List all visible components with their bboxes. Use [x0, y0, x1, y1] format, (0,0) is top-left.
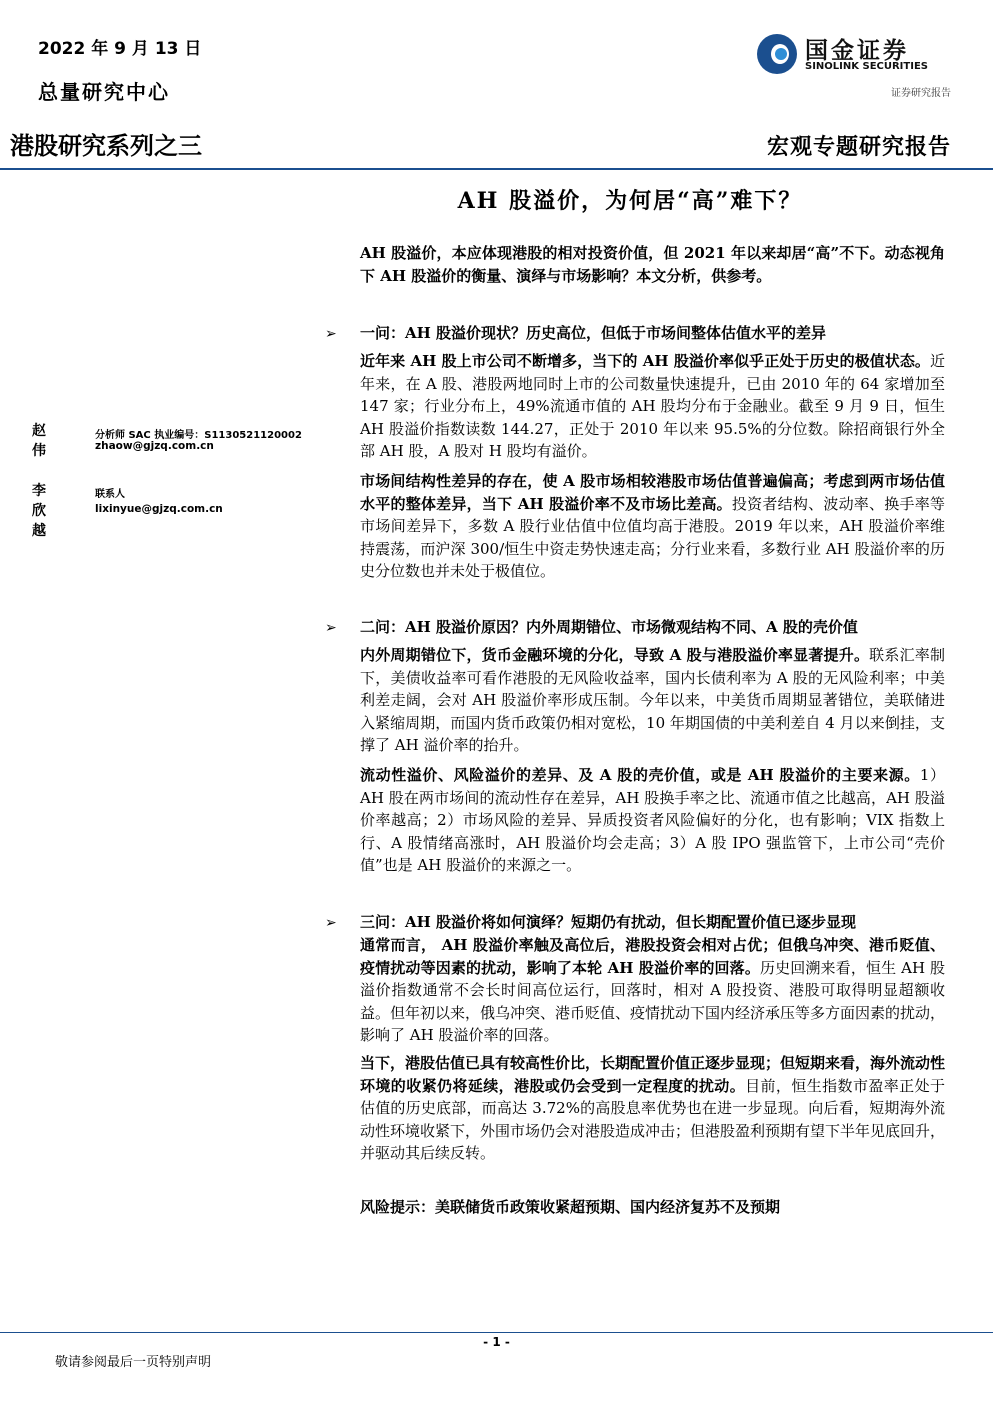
analyst-role: 分析师 SAC 执业编号：S1130521120002	[95, 430, 302, 441]
paragraph-lead: 近年来 AH 股上市公司不断增多，当下的 AH 股溢价率似乎正处于历史的极值状态。	[360, 352, 930, 370]
analyst-name: 赵伟	[32, 423, 46, 459]
arrow-bullet-icon: ➢	[325, 620, 337, 636]
report-type: 宏观专题研究报告	[766, 134, 951, 160]
arrow-bullet-icon: ➢	[325, 326, 337, 342]
section-heading-text: 二问：AH 股溢价原因？内外周期错位、市场微观结构不同、A 股的壳价值	[360, 618, 858, 636]
contact-role: 联系人	[95, 489, 125, 500]
paragraph-text: 近年来，在 A 股、港股两地同时上市的公司数量快速提升，已由 2010 年的 64 家增加至 147 家；行业分布上，49%流通市值的 AH 股均分布于金融业。截至 9 月 9 日，恒生 AH 股溢价指数读数 144.27，正处于 2010 年以来 95.5%的分位数。除招商银行外全部 AH 股，A 股对 H 股均有溢价。	[360, 352, 945, 460]
section-heading	[325, 322, 945, 343]
logo-name-en: SINOLINK SECURITIES	[805, 61, 928, 72]
contact-name: 李欣越	[32, 483, 46, 539]
paragraph-lead: 通常而言， AH 股溢价率触及高位后，港股投资会相对占优；但俄乌冲突、港币贬值、疫情扰动等因素的扰动，影响了本轮 AH 股溢价率的回落。	[360, 936, 945, 977]
disclaimer-note: 敬请参阅最后一页特别声明	[55, 1355, 212, 1370]
logo-name-cn: 国金证券	[805, 38, 909, 64]
paragraph-text: 1）AH 股在两市场间的流动性存在差异，AH 股换手率之比、流通市值之比越高，AH 股溢价率越高；2）市场风险的差异、异质投资者风险偏好的分化，也有影响；VIX 指数上行、A 股情绪高涨时，AH 股溢价均会走高；3）A 股 IPO 强监管下，上市公司“壳价值”也是 AH 股溢价的来源之一。	[360, 766, 946, 874]
contact-email[interactable]: lixinyue@gjzq.com.cn	[95, 503, 223, 515]
body-paragraph	[360, 934, 945, 1047]
paragraph-text: 联系汇率制下，美债收益率可看作港股的无风险收益率，国内长债利率为 A 股的无风险利率；中美利差走阔，会对 AH 股溢价率形成压制。今年以来，中美货币周期显著错位，美联储进入紧缩周期，而国内货币政策仍相对宽松，10 年期国债的中美利差自 4 月以来倒挂，支撑了 AH 溢价率的抬升。	[360, 646, 945, 754]
paragraph-lead: 市场间结构性差异的存在，使 A 股市场相较港股市场估值普遍偏高；考虑到两市场估值水平的整体差异，当下 AH 股溢价率不及市场比差高。	[360, 472, 945, 513]
body-paragraph	[360, 350, 945, 463]
paragraph-lead: 当下，港股估值已具有较高性价比，长期配置价值正逐步显现；但短期来看，海外流动性环境的收紧仍将延续，港股或仍会受到一定程度的扰动。	[360, 1054, 946, 1095]
analyst-email[interactable]: zhaow@gjzq.com.cn	[95, 440, 214, 452]
body-paragraph	[360, 1052, 945, 1165]
lead-paragraph: AH 股溢价，本应体现港股的相对投资价值，但 2021 年以来却居“高”不下。动态视角下 AH 股溢价的衡量、演绎与市场影响？本文分析，供参考。	[360, 244, 945, 285]
body-paragraph	[360, 470, 945, 583]
report-tag: 证券研究报告	[891, 88, 951, 99]
research-center: 总量研究中心	[38, 80, 170, 104]
series-title: 港股研究系列之三	[10, 132, 202, 160]
section-heading	[325, 911, 945, 932]
page-title: AH 股溢价，为何居“高”难下？	[457, 188, 803, 214]
report-date: 2022 年 9 月 13 日	[38, 39, 202, 59]
arrow-bullet-icon: ➢	[325, 915, 337, 931]
risk-warning: 风险提示：美联储货币政策收紧超预期、国内经济复苏不及预期	[360, 1198, 781, 1216]
paragraph-text: 历史回溯来看，恒生 AH 股溢价指数通常不会长时间高位运行，回落时，相对 A 股投资、港股可取得明显超额收益。但年初以来，俄乌冲突、港币贬值、疫情扰动下国内经济承压等多方面因素的扰动，影响了 AH 股溢价率的回落。	[360, 958, 946, 1044]
company-logo	[757, 32, 947, 76]
paragraph-lead: 内外周期错位下，货币金融环境的分化，导致 A 股与港股溢价率显著提升。	[360, 646, 870, 664]
section-heading-text: 三问：AH 股溢价将如何演绎？短期仍有扰动，但长期配置价值已逐步显现	[360, 913, 857, 931]
body-paragraph	[360, 764, 945, 877]
logo-icon	[757, 34, 797, 74]
page-number: - 1 -	[483, 1335, 510, 1349]
paragraph-lead: 流动性溢价、风险溢价的差异、及 A 股的壳价值，或是 AH 股溢价的主要来源。	[360, 766, 920, 784]
body-paragraph	[360, 644, 945, 757]
paragraph-text: 投资者结构、波动率、换手率等市场间差异下，多数 A 股行业估值中位值均高于港股。2019 年以来，AH 股溢价率维持震荡，而沪深 300/恒生中资走势快速走高；分行业来看，多数行业 AH 股溢价率的历史分位数也并未处于极值位。	[360, 494, 945, 580]
paragraph-text: 目前，恒生指数市盈率正处于估值的历史底部，而高达 3.72%的高股息率优势也在进一步显现。向后看，短期海外流动性环境收紧下，外围市场仍会对港股造成冲击；但港股盈利预期有望下半年见底回升，并驱动其后续反转。	[360, 1076, 946, 1162]
section-heading-text: 一问：AH 股溢价现状？历史高位，但低于市场间整体估值水平的差异	[360, 324, 827, 342]
header-divider	[0, 168, 993, 170]
footer-divider	[0, 1332, 993, 1333]
section-heading	[325, 616, 945, 637]
